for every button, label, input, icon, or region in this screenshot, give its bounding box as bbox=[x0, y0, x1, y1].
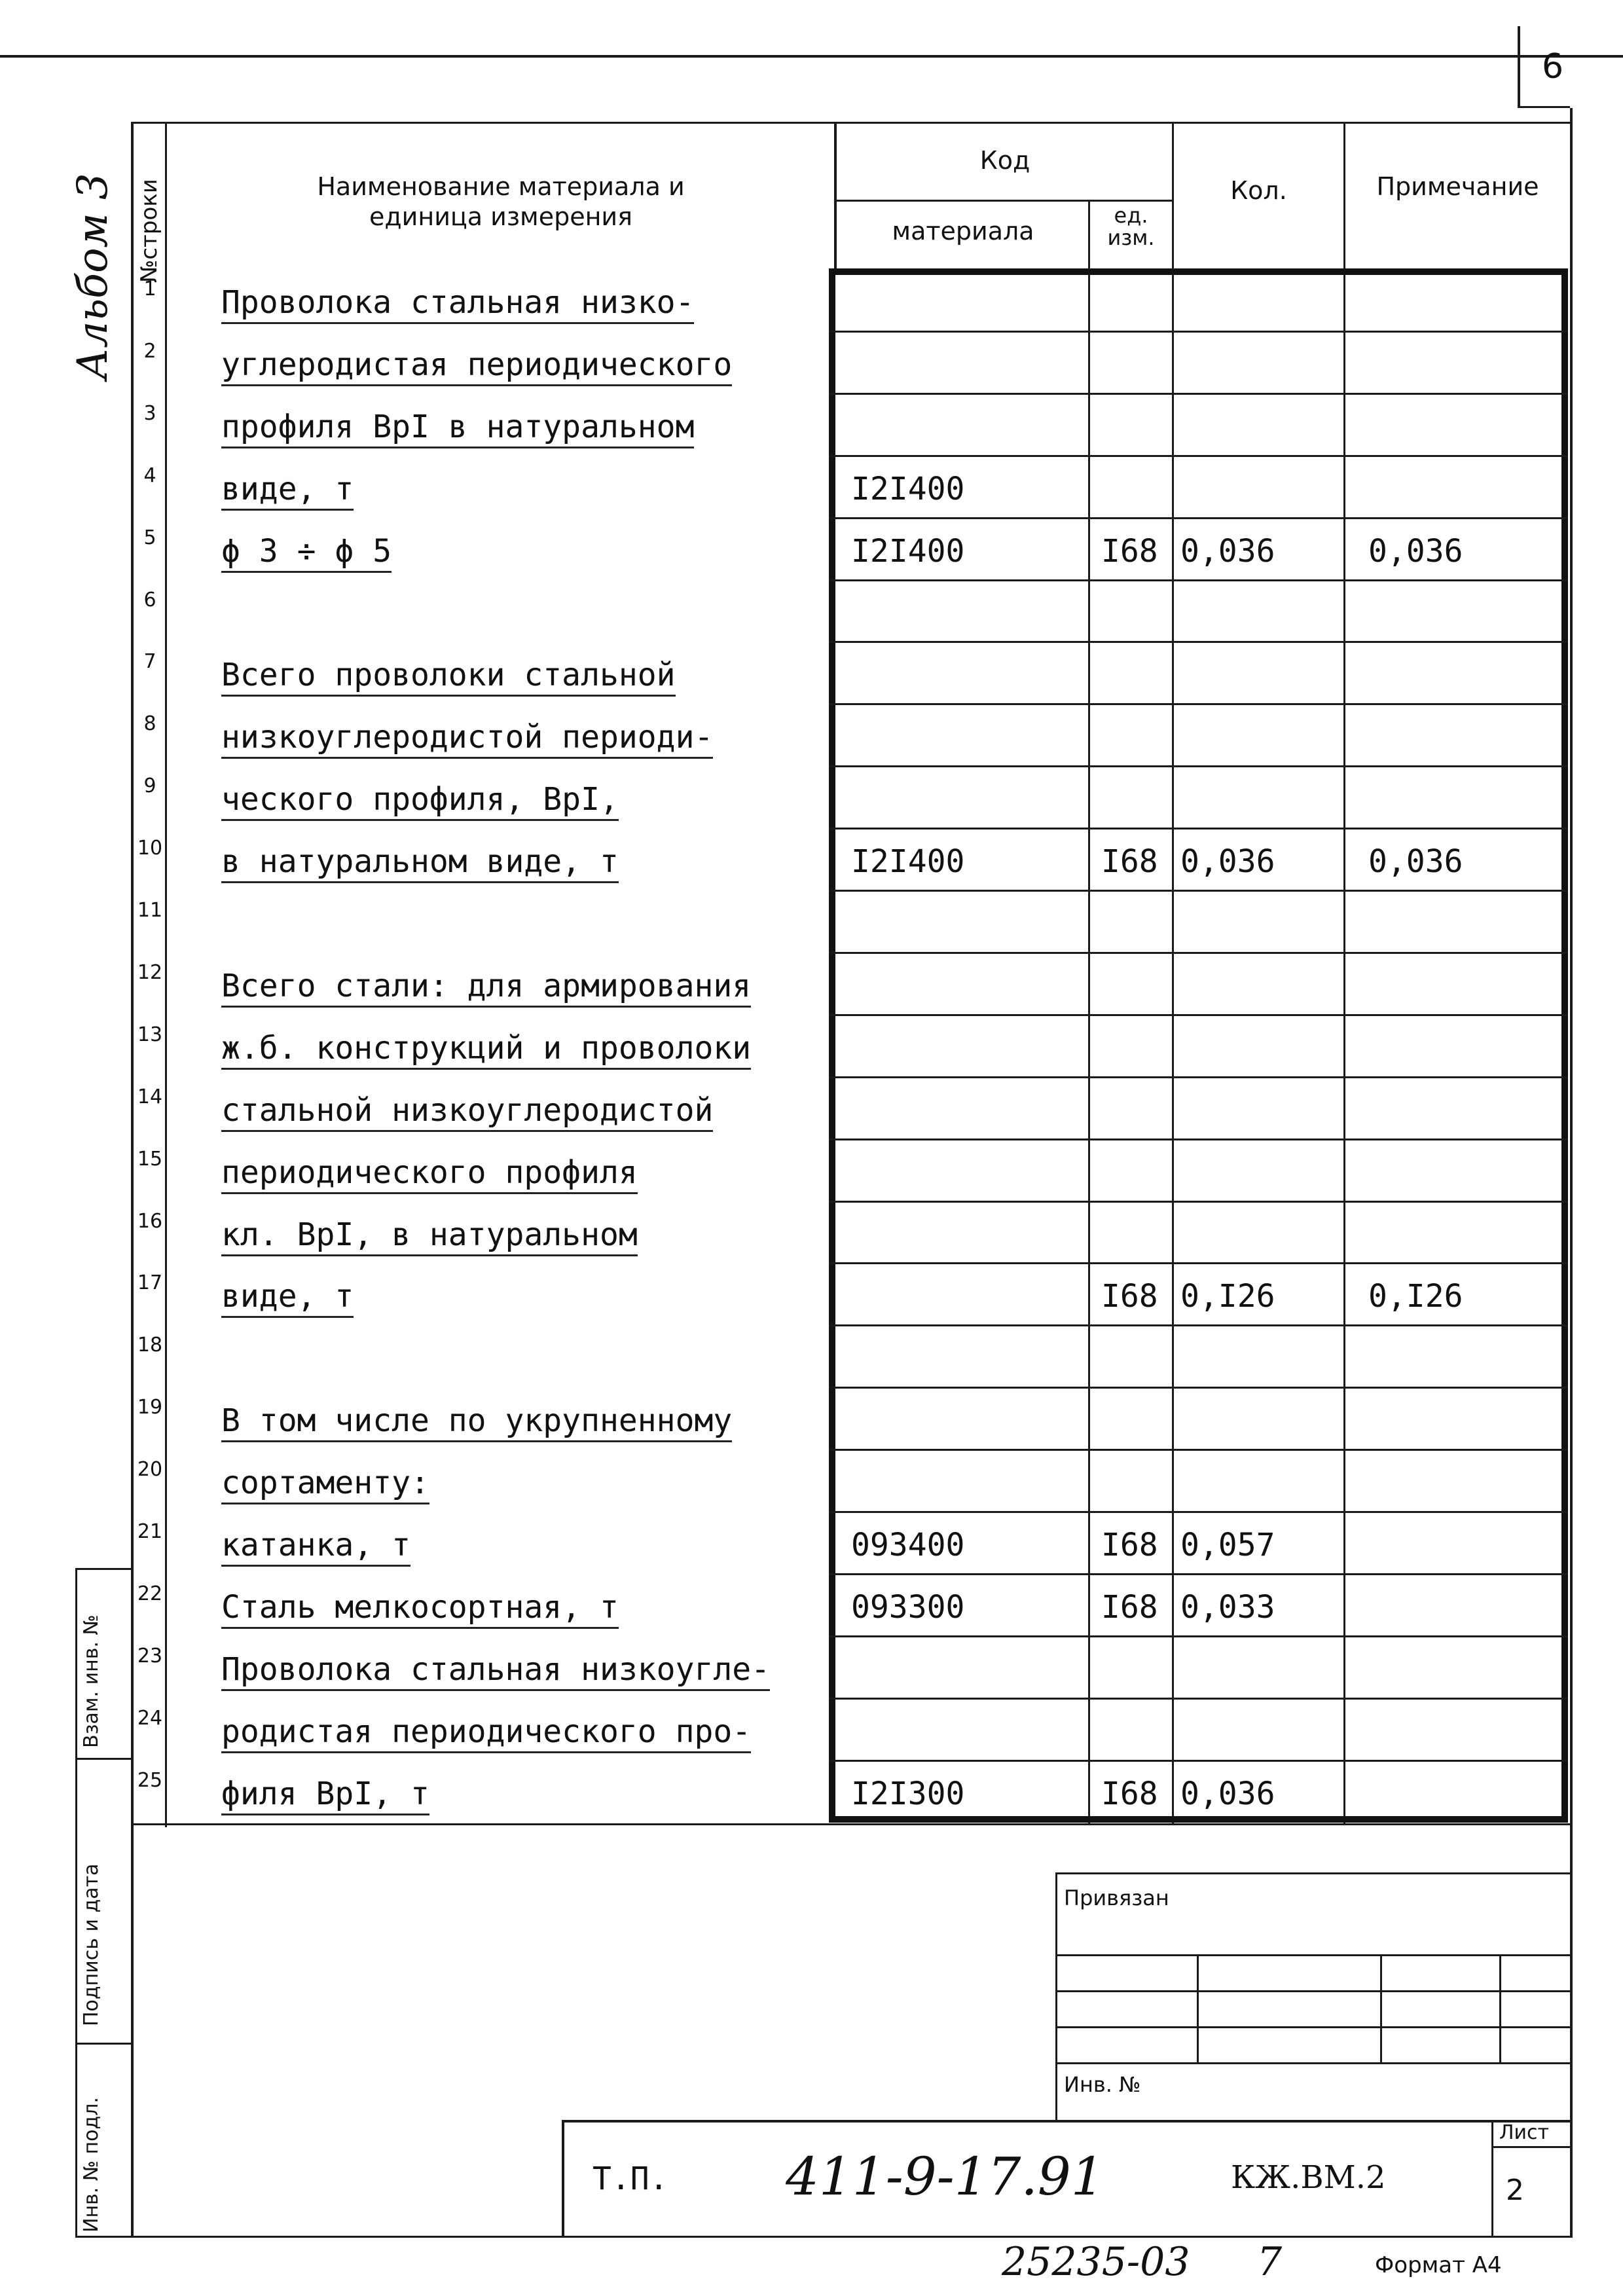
row-name: Всего стали: для армирования bbox=[221, 966, 751, 1008]
row-separator bbox=[829, 1760, 1568, 1762]
header-name: Наименование материала и единица измерения bbox=[317, 172, 685, 231]
row-number: 12 bbox=[137, 961, 163, 984]
page-box-left bbox=[1518, 26, 1520, 107]
title-mark: КЖ.ВМ.2 bbox=[1231, 2159, 1386, 2196]
row-name: Проволока стальная низкоугле- bbox=[221, 1650, 770, 1691]
side-stamp-top bbox=[75, 1568, 132, 1570]
stamp-line1 bbox=[1055, 1954, 1573, 1956]
footer-order-no: 25235-03 bbox=[1002, 2239, 1190, 2285]
row-number: 25 bbox=[137, 1769, 163, 1792]
row-number: 17 bbox=[137, 1271, 163, 1294]
header-code-material: материала bbox=[892, 217, 1034, 246]
frame-right-border bbox=[1570, 108, 1573, 2238]
row-separator bbox=[829, 1262, 1568, 1264]
row-name: В том числе по укрупненному bbox=[221, 1401, 732, 1442]
stamp-v3 bbox=[1499, 1954, 1501, 2062]
row-name: виде, т bbox=[221, 1277, 354, 1318]
row-name: катанка, т bbox=[221, 1525, 410, 1567]
frame-top-border bbox=[131, 122, 838, 124]
album-label: Альбом 3 bbox=[69, 173, 117, 380]
row-separator bbox=[829, 331, 1568, 333]
frame-left-border bbox=[131, 122, 134, 2238]
row-number: 6 bbox=[143, 589, 156, 611]
frame-top-border-right bbox=[838, 122, 1571, 124]
row-unit-code: I68 bbox=[1101, 533, 1158, 570]
row-name: в натуральном виде, т bbox=[221, 842, 619, 883]
stamp-line4 bbox=[1055, 2062, 1573, 2064]
row-separator bbox=[829, 517, 1568, 519]
row-separator bbox=[829, 1698, 1568, 1700]
row-material-code: 093400 bbox=[851, 1527, 965, 1563]
title-tp: Т.П. bbox=[593, 2160, 668, 2197]
row-name: периодического профиля bbox=[221, 1153, 638, 1194]
title-block-left bbox=[562, 2120, 564, 2238]
footer-copy-no: 7 bbox=[1257, 2239, 1283, 2285]
stamp-privyazan: Привязан bbox=[1064, 1886, 1169, 1910]
row-number: 4 bbox=[143, 464, 156, 487]
row-separator bbox=[829, 1387, 1568, 1389]
row-material-code: I2I400 bbox=[851, 533, 965, 570]
row-number: 15 bbox=[137, 1148, 163, 1171]
row-separator bbox=[829, 455, 1568, 457]
row-name: углеродистая периодического bbox=[221, 345, 732, 386]
code-header-sep bbox=[835, 200, 1173, 202]
row-material-code: I2I400 bbox=[851, 843, 965, 880]
side-stamp-sep2 bbox=[75, 2043, 132, 2045]
title-doc-code: 411-9-17.91 bbox=[786, 2146, 1104, 2207]
row-unit-code: I68 bbox=[1101, 1589, 1158, 1626]
row-separator bbox=[829, 952, 1568, 954]
row-quantity: 0,I26 bbox=[1180, 1278, 1275, 1315]
row-number: 21 bbox=[137, 1520, 163, 1543]
top-rule bbox=[0, 55, 1623, 58]
stamp-v1 bbox=[1197, 1954, 1199, 2062]
side-stamp-sep1 bbox=[75, 1758, 132, 1760]
row-unit-code: I68 bbox=[1101, 843, 1158, 880]
row-number: 7 bbox=[143, 650, 156, 673]
row-unit-code: I68 bbox=[1101, 1278, 1158, 1315]
side-podpis-label: Подпись и дата bbox=[80, 1863, 103, 2026]
row-material-code: I2I300 bbox=[851, 1776, 965, 1812]
side-stamp-left bbox=[75, 1568, 77, 2238]
col-name-sep bbox=[834, 122, 837, 272]
row-number: 23 bbox=[137, 1645, 163, 1667]
table-bottom bbox=[131, 1823, 1571, 1825]
row-note: 0,036 bbox=[1368, 843, 1463, 880]
row-separator bbox=[829, 1139, 1568, 1140]
stamp-line3 bbox=[1055, 2026, 1573, 2028]
row-number: 9 bbox=[143, 774, 156, 797]
title-sheet-left bbox=[1491, 2120, 1493, 2238]
row-number: 8 bbox=[143, 712, 156, 735]
row-separator bbox=[829, 641, 1568, 643]
row-material-code: I2I400 bbox=[851, 471, 965, 507]
row-separator bbox=[829, 890, 1568, 892]
row-separator bbox=[829, 703, 1568, 705]
row-separator bbox=[829, 579, 1568, 581]
stamp-line2 bbox=[1055, 1990, 1573, 1992]
row-number: 20 bbox=[137, 1458, 163, 1481]
row-number: 13 bbox=[137, 1023, 163, 1046]
stamp-top bbox=[1055, 1872, 1573, 1874]
row-name: виде, т bbox=[221, 469, 354, 511]
row-number: 2 bbox=[143, 340, 156, 363]
row-separator bbox=[829, 393, 1568, 395]
row-number: 19 bbox=[137, 1396, 163, 1419]
row-name: родистая периодического про- bbox=[221, 1712, 751, 1753]
row-separator bbox=[829, 1076, 1568, 1078]
row-separator bbox=[829, 1449, 1568, 1451]
row-number: 18 bbox=[137, 1334, 163, 1357]
row-name: филя ВрI, т bbox=[221, 1774, 429, 1815]
row-name: сортаменту: bbox=[221, 1463, 429, 1504]
row-separator bbox=[829, 1635, 1568, 1637]
row-quantity: 0,036 bbox=[1180, 843, 1275, 880]
row-separator bbox=[829, 765, 1568, 767]
row-number: 11 bbox=[137, 899, 163, 922]
col-rownum-sep bbox=[165, 122, 167, 1827]
row-note: 0,036 bbox=[1368, 533, 1463, 570]
title-sheet-label: Лист bbox=[1499, 2121, 1550, 2144]
row-material-code: 093300 bbox=[851, 1589, 965, 1626]
row-number: 22 bbox=[137, 1582, 163, 1605]
row-name: Проволока стальная низко- bbox=[221, 283, 694, 324]
title-sheet-number: 2 bbox=[1506, 2174, 1524, 2207]
row-name: низкоуглеродистой периоди- bbox=[221, 718, 713, 759]
side-stamp-bottom bbox=[75, 2236, 1573, 2238]
row-name: профиля ВрI в натуральном bbox=[221, 407, 694, 448]
row-unit-code: I68 bbox=[1101, 1527, 1158, 1563]
page-box-bottom bbox=[1518, 106, 1570, 108]
row-name: Сталь мелкосортная, т bbox=[221, 1588, 619, 1629]
title-block-top bbox=[562, 2120, 1573, 2123]
row-quantity: 0,036 bbox=[1180, 533, 1275, 570]
header-code-unit: ед. изм. bbox=[1107, 203, 1155, 250]
row-number: 24 bbox=[137, 1707, 163, 1730]
header-note: Примечание bbox=[1376, 172, 1539, 201]
row-number: 3 bbox=[143, 402, 156, 425]
page-number: 6 bbox=[1542, 47, 1564, 86]
stamp-left bbox=[1055, 1872, 1057, 2121]
row-quantity: 0,033 bbox=[1180, 1589, 1275, 1626]
row-number: 5 bbox=[143, 526, 156, 549]
row-name: Всего проволоки стальной bbox=[221, 655, 676, 697]
row-separator bbox=[829, 828, 1568, 829]
title-sheet-sep bbox=[1491, 2146, 1573, 2148]
row-name: ческого профиля, ВрI, bbox=[221, 780, 619, 821]
row-number: 14 bbox=[137, 1085, 163, 1108]
row-separator bbox=[829, 1573, 1568, 1575]
side-vzam-label: Взам. инв. № bbox=[80, 1614, 103, 1748]
row-unit-code: I68 bbox=[1101, 1776, 1158, 1812]
side-inv-label: Инв. № подл. bbox=[80, 2097, 103, 2232]
row-name: ϕ 3 ÷ ϕ 5 bbox=[221, 532, 392, 573]
row-number: 16 bbox=[137, 1210, 163, 1233]
row-name: ж.б. конструкций и проволоки bbox=[221, 1029, 751, 1070]
row-note: 0,I26 bbox=[1368, 1278, 1463, 1315]
row-number: 1 bbox=[143, 278, 156, 301]
header-code: Код bbox=[979, 146, 1030, 175]
header-qty: Кол. bbox=[1230, 176, 1287, 205]
row-name: кл. ВрI, в натуральном bbox=[221, 1215, 638, 1256]
row-quantity: 0,057 bbox=[1180, 1527, 1275, 1563]
row-separator bbox=[829, 1324, 1568, 1326]
footer-format: Формат А4 bbox=[1375, 2252, 1502, 2278]
row-number: 10 bbox=[137, 837, 163, 860]
stamp-inv-no: Инв. № bbox=[1064, 2072, 1141, 2097]
row-quantity: 0,036 bbox=[1180, 1776, 1275, 1812]
row-separator bbox=[829, 1201, 1568, 1203]
row-separator bbox=[829, 1014, 1568, 1016]
stamp-v2 bbox=[1380, 1954, 1382, 2062]
header-rownum: №строки bbox=[136, 179, 162, 283]
row-separator bbox=[829, 1511, 1568, 1513]
row-name: стальной низкоуглеродистой bbox=[221, 1091, 713, 1132]
